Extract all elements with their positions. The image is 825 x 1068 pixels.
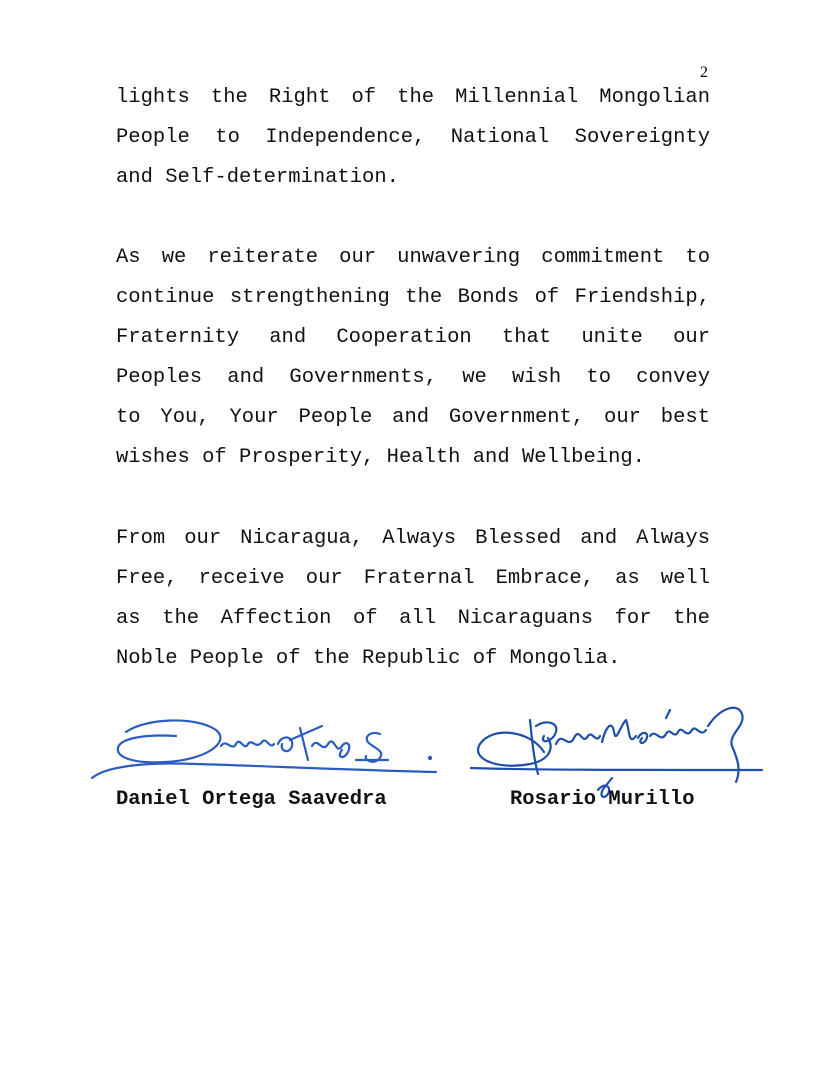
- paragraph-line: Peoples and Governments, we wish to convey: [116, 366, 710, 389]
- paragraph-2: [116, 238, 710, 478]
- paragraph-line: continue strengthening the Bonds of Friendship,: [116, 286, 710, 309]
- paragraph-line: People to Independence, National Sovereignty: [116, 126, 710, 149]
- paragraph-line: Fraternity and Cooperation that unite our: [116, 326, 710, 349]
- paragraph-line: Free, receive our Fraternal Embrace, as well: [116, 567, 710, 590]
- signer-name-right: Rosario Murillo: [510, 788, 695, 811]
- page-number: 2: [700, 64, 708, 81]
- paragraph-line: and Self-determination.: [116, 166, 399, 189]
- paragraph-line: as the Affection of all Nicaraguans for the: [116, 607, 710, 630]
- signature-murillo: [470, 690, 770, 800]
- paragraph-line: As we reiterate our unwavering commitment to: [116, 246, 710, 269]
- paragraph-line: From our Nicaragua, Always Blessed and Always: [116, 527, 710, 550]
- paragraph-line: to You, Your People and Government, our best: [116, 406, 710, 429]
- paragraph-1: [116, 78, 710, 198]
- signature-ortega: [86, 700, 446, 790]
- signer-name-left: Daniel Ortega Saavedra: [116, 788, 387, 811]
- paragraph-line: lights the Right of the Millennial Mongolian: [116, 86, 710, 109]
- paragraph-line: wishes of Prosperity, Health and Wellbeing.: [116, 446, 645, 469]
- paragraph-3: [116, 519, 710, 679]
- paragraph-line: Noble People of the Republic of Mongolia.: [116, 647, 621, 670]
